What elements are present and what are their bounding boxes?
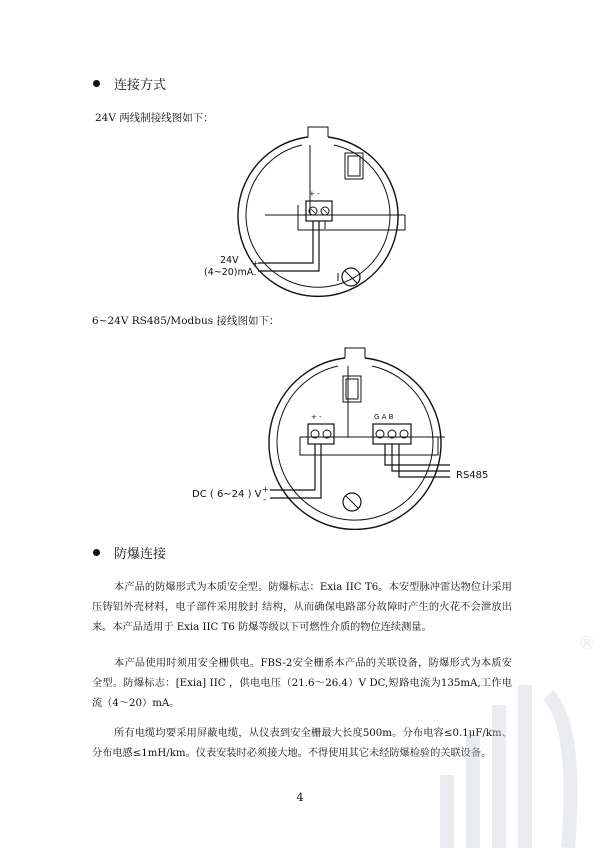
watermark-logo — [418, 625, 600, 848]
section-title: 连接方式 — [114, 78, 167, 93]
bullet-icon — [93, 80, 100, 87]
section-heading-explosion-proof — [93, 543, 166, 562]
caption-two-wire: 24V 两线制接线图如下： — [95, 112, 214, 124]
wiring-diagram-two-wire — [190, 125, 450, 305]
current-label: (4~20)mA — [204, 267, 254, 278]
section-title: 防爆连接 — [114, 547, 167, 562]
registered-mark-icon: ® — [578, 633, 596, 654]
bus-label: RS485 — [456, 470, 489, 481]
svg-text:+ -: + - — [311, 413, 322, 421]
svg-text:+: + — [262, 485, 269, 494]
paragraph-text: 本产品使用时须用安全栅供电。FBS-2安全栅系本产品的关联设备，防爆形式为本质安全型。防爆标志：[Exia] IIC ，供电电压（21.6～26.4）V DC,短路电流为135mA,工作电流（4～20）mA。 — [92, 658, 512, 709]
housing-outer — [269, 358, 441, 529]
svg-text:-: - — [253, 270, 257, 280]
bus-terminal-block-icon — [373, 424, 411, 444]
svg-text:+: + — [252, 259, 259, 268]
caption-rs485: 6~24V RS485/Modbus 接线图如下： — [92, 315, 280, 327]
svg-text:+ -: + - — [309, 190, 320, 198]
housing-outer — [238, 137, 398, 296]
bullet-icon — [93, 549, 100, 556]
page-number: 4 — [296, 791, 304, 804]
housing-inner — [246, 145, 390, 287]
svg-text:-: - — [263, 495, 267, 505]
section-heading-connection — [93, 74, 166, 93]
supply-label: DC ( 6~24 ) V — [192, 489, 262, 500]
svg-text:G A B: G A B — [374, 413, 394, 421]
supply-label: 24V — [220, 255, 239, 266]
paragraph-text: 本产品的防爆形式为本质安全型。防爆标志：Exia IIC T6。本安型脉冲雷达物位计采用压铸铝外壳材料，电子部件采用胶封 结构，从而确保电路部分故障时产生的火花不会泄放出来。本产品适用于 Exia IIC T6 防爆等级以下可燃性介质的物位连续测量。 — [92, 582, 512, 633]
paragraph-text: 所有电缆均要采用屏蔽电缆，从仪表到安全栅最大长度500m。分布电容≤0.1μF/km、分布电感≤1mH/km。仪表安装时必须接大地。不得使用其它未经防爆检验的关联设备。 — [92, 728, 512, 759]
terminal-block-icon — [308, 424, 334, 444]
wiring-diagram-rs485 — [180, 340, 500, 530]
